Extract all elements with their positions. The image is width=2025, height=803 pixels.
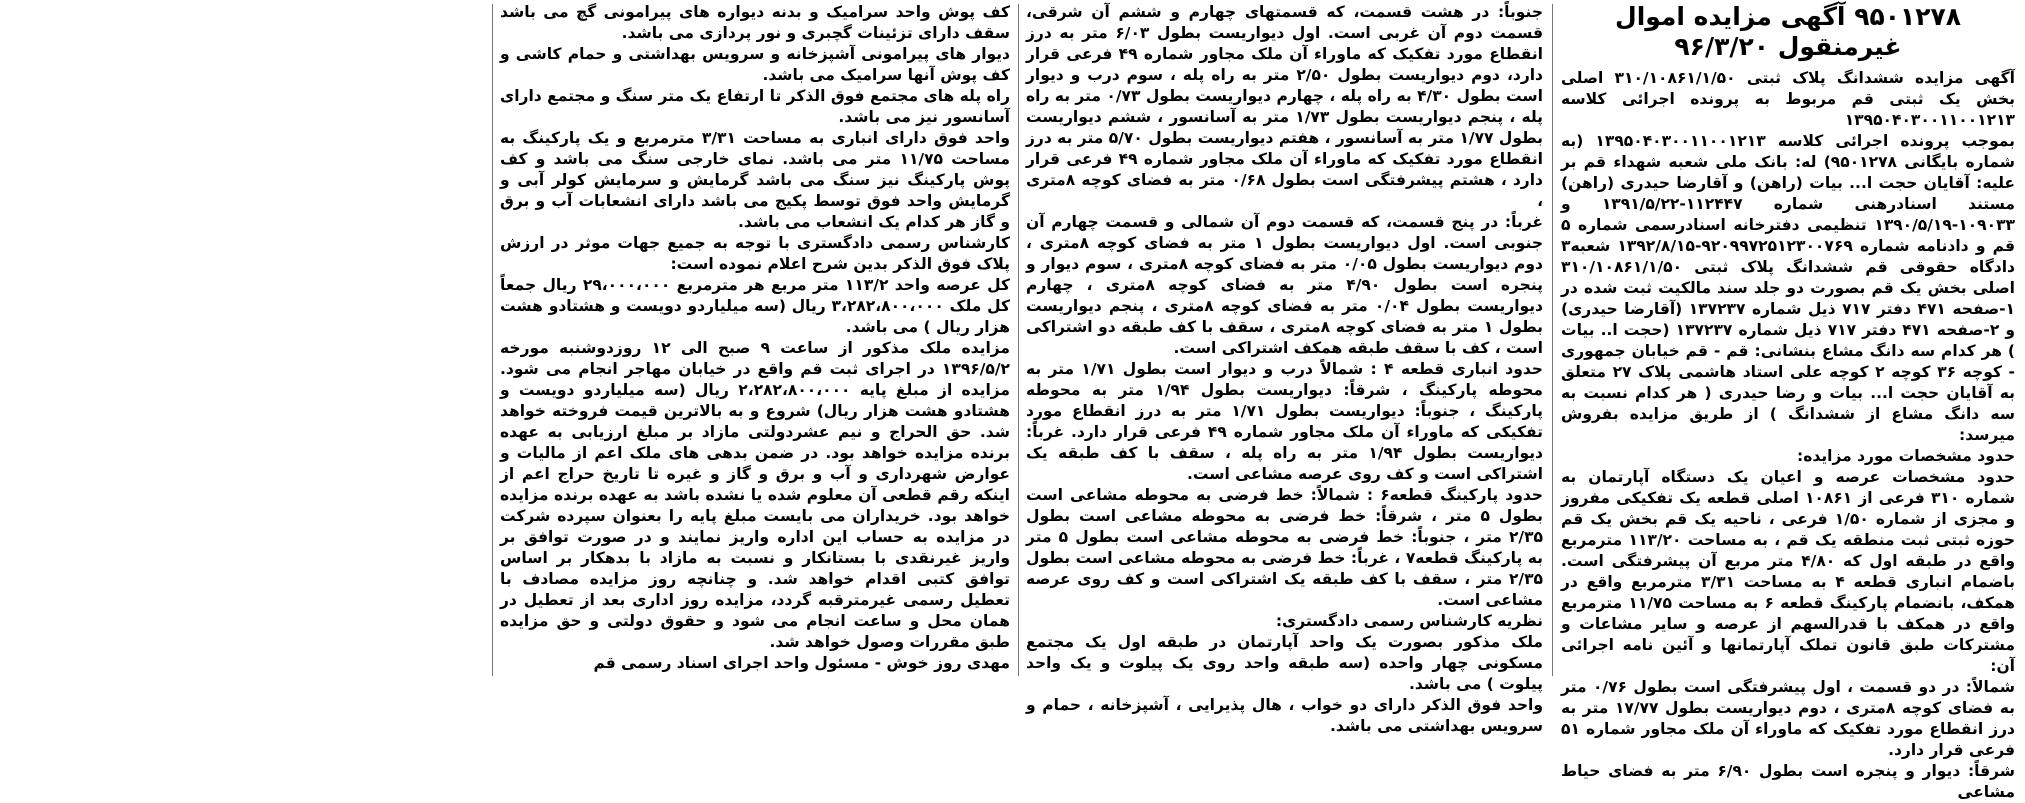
notice-paragraph: آگهی مزایده ششدانگ پلاک ثبتی ۳۱۰/۱۰۸۶۱/۱/۵۰ اصلی بخش یک ثبتی قم مربوط به پرونده اجرائی کلاسه ۱۳۹۵۰۴۰۳۰۰۱۱۰۰۱۲۱۳ xyxy=(1561,69,2015,129)
notice-column-2 xyxy=(1022,2,1547,735)
notice-paragraph: راه پله های مجتمع فوق الذکر تا ارتفاع یک متر سنگ و مجتمع دارای آسانسور نیز می باشد. xyxy=(500,87,1010,126)
notice-paragraph: حدود پارکینگ قطعه۶ : شمالاً: خط فرضی به محوطه مشاعی است بطول ۵ متر ، شرقاً: خط فرضی به محوطه مشاعی است بطول ۲/۳۵ متر ، جنوباً: خط فرضی به محوطه مشاعی است بطول ۵ متر به پارکینگ قطعه۷ ، غرباً: خط فرضی به محوطه مشاعی است بطول ۲/۳۵ متر ، سقف با کف طبقه یک اشتراکی است و کف روی عرصه مشاعی است. xyxy=(1026,486,1543,609)
notice-paragraph: حدود انباری قطعه ۴ : شمالاً درب و دیوار است بطول ۱/۷۱ متر به محوطه پارکینگ ، شرقاً: دیواریست بطول ۱/۹۴ متر به محوطه پارکینگ ، جنوباً: دیواریست بطول ۱/۷۱ متر به درز انقطاع مورد تفکیکی که ماوراء آن ملک مجاور شماره ۴۹ فرعی قرار دارد. غرباً: دیواریست بطول ۱/۹۴ متر به راه پله ، سقف با کف طبقه یک اشتراکی است و کف روی عرصه مشاعی است. xyxy=(1026,360,1544,483)
notice-paragraph: شمالاً: در دو قسمت ، اول پیشرفتگی است بطول ۰/۷۶ متر به فضای کوچه ۸متری ، دوم دیواریست بطول ۱۷/۷۷ متر به درز انقطاع مورد تفکیک که ماوراء آن ملک مجاور شماره ۵۱ فرعی قرار دارد. xyxy=(1561,678,2015,759)
notice-paragraph: واحد فوق دارای انباری به مساحت ۳/۳۱ مترمربع و یک پارکینگ به مساحت ۱۱/۷۵ متر می باشد. نمای خارجی سنگ می باشد و کف پوش پارکینگ نیز سنگ می باشد گرمایش و سرمایش کولر آبی و گرمایش واحد فوق توسط پکیج می باشد دارای انشعابات آب و برق و گاز هر کدام یک انشعاب می باشد. xyxy=(500,129,1011,231)
notice-paragraph: شرقاً: دیوار و پنجره است بطول ۶/۹۰ متر به فضای حیاط مشاعی xyxy=(1561,762,2015,801)
column-divider xyxy=(1018,4,1019,676)
notice-column-1 xyxy=(1557,2,2019,801)
notice-paragraph: جنوباً: در هشت قسمت، که قسمتهای چهارم و ششم آن شرقی، قسمت دوم آن غربی است. اول دیواریست بطول ۶/۰۳ متر به درز انقطاع مورد تفکیک که ماوراء آن ملک مجاور شماره ۴۹ فرعی قرار دارد، دوم دیواریست بطول ۲/۵۰ متر به راه پله ، سوم درب و دیوار است بطول ۴/۳۰ به راه پله ، چهارم دیواریست بطول ۰/۷۳ متر به راه پله ، پنجم دیواریست بطول ۱/۷۳ متر به آسانسور ، ششم دیواریست بطول ۱/۷۷ متر به آسانسور ، هفتم دیواریست بطول ۵/۷۰ متر به درز انقطاع مورد تفکیک که ماوراء آن ملک مجاور شماره ۴۹ فرعی قرار دارد ، هشتم پیشرفتگی است بطول ۰/۶۸ متر به فضای کوچه ۸متری ، xyxy=(1025,3,1544,210)
notice-paragraph: مزایده ملک مذکور از ساعت ۹ صبح الی ۱۲ روزدوشنبه مورخه ۱۳۹۶/۵/۲ در اجرای ثبت قم واقع در خیابان مهاجر انجام می شود. مزایده از مبلغ پایه ۲،۲۸۲،۸۰۰،۰۰۰ ریال (سه میلیاردو دویست و هشتادو هشت هزار ریال) شروع و به بالاترین قیمت فروخته خواهد شد. حق الحراج و نیم عشردولتی مازاد بر مبلغ ارزیابی به عهده برنده مزایده خواهد بود. در ضمن بدهی های ملک اعم از مالیات و عوارض شهرداری و آب و برق و گاز و غیره تا تاریخ حراج اعم از اینکه رقم قطعی آن معلوم شده یا نشده باشد به عهده برنده مزایده خواهد بود. خریداران می بایست مبلغ پایه را بعنوان سپرده شرکت در مزایده به حساب این اداره واریز نمایند و در صورت توافق بر واریز غیرنقدی با بستانکار و نسبت به مازاد با بدهکار بر اساس توافق کتبی اقدام خواهد شد. و چنانچه روز مزایده مصادف با تعطیل رسمی غیرمترقبه گردد، مزایده روز اداری بعد از تعطیل در همان محل و ساعت انجام می شود و حقوق دولتی و حق مزایده طبق مقررات وصول خواهد شد. xyxy=(500,339,1011,651)
notice-column-3 xyxy=(496,2,1014,678)
notice-column-4 xyxy=(6,2,488,678)
notice-paragraph: غرباً: در پنج قسمت، که قسمت دوم آن شمالی و قسمت چهارم آن جنوبی است. اول دیواریست بطول ۱ متر به فضای کوچه ۸متری ، دوم دیواریست بطول ۰/۰۵ متر به فضای کوچه ۸متری ، سوم دیوار و پنجره است بطول ۴/۹۰ متر به فضای کوچه ۸متری ، چهارم دیواریست بطول ۰/۰۴ متر به فضای کوچه ۸متری ، پنجم دیواریست بطول ۱ متر به فضای کوچه ۸متری ، سقف با کف طبقه دو اشتراکی است ، کف با سقف طبقه همکف اشتراکی است. xyxy=(1026,213,1544,357)
notice-paragraph: حدود مشخصات عرصه و اعیان یک دستگاه آپارتمان به شماره ۳۱۰ فرعی از ۱۰۸۶۱ اصلی قطعه یک تفکیکی مفروز و مجزی از شماره ۱/۵۰ فرعی ، ناحیه یک قم بخش یک قم حوزه ثبتی ثبت منطقه یک قم ، به مساحت ۱۱۳/۲۰ مترمربع واقع در طبقه اول که ۴/۸۰ متر مربع آن پیشرفتگی است. باضمام انباری قطعه ۴ به مساحت ۳/۳۱ مترمربع واقع در همکف، بانضمام پارکینگ قطعه ۶ به مساحت ۱۱/۷۵ مترمربع واقع در همکف با قدرالسهم از عرصه و سایر مشاعات و مشترکات طبق قانون تملک آپارتمانها و آئین نامه اجرائی آن: xyxy=(1561,468,2016,675)
notice-title: ۹۵۰۱۲۷۸ آگهی مزایده اموال غیرمنقول ۹۶/۳/۲۰ xyxy=(1615,2,1961,61)
notice-paragraph: کارشناس رسمی دادگستری با توجه به جمیع جهات موثر در ارزش پلاک فوق الذکر بدین شرح اعلام نموده است: xyxy=(500,234,1010,273)
notice-paragraph: نظریه کارشناس رسمی دادگستری: xyxy=(1275,612,1543,630)
notice-paragraph: بموجب پرونده اجرائی کلاسه ۱۳۹۵۰۴۰۳۰۰۱۱۰۰۱۲۱۳ (به شماره بایگانی ۹۵۰۱۲۷۸) له: بانک ملی شعبه شهداء قم بر علیه: آقایان حجت ا... بیات (راهن) و آقارضا حیدری (راهن) مستند اسنادرهنی شماره ۱۱۲۴۴۷-۱۳۹۱/۵/۲۲ و ۱۰۹۰۳۳-۱۳۹۰/۵/۱۹ تنظیمی دفترخانه اسنادرسمی شماره ۵ قم و دادنامه شماره ۹۲۰۹۹۷۲۵۱۲۳۰۰۷۶۹-۱۳۹۲/۸/۱۵ شعبه۳ دادگاه حقوقی قم ششدانگ پلاک ثبتی ۳۱۰/۱۰۸۶۱/۱/۵۰ اصلی بخش یک قم بصورت دو جلد سند مالکیت ثبت شده در ۱-صفحه ۴۷۱ دفتر ۷۱۷ ذیل شماره ۱۳۷۲۳۷ (آقارضا حیدری) و ۲-صفحه ۴۷۱ دفتر ۷۱۷ ذیل شماره ۱۳۷۲۳۷ (حجت ا.. بیات ) هر کدام سه دانگ مشاع بنشانی: قم - قم خیابان جمهوری - کوچه ۳۶ کوچه ۲ کوچه علی استاد هاشمی پلاک ۲۷ متعلق به آقایان حجت ا... بیات و رضا حیدری ( هر کدام نسبت به سه دانگ مشاع از ششدانگ ) از طریق مزایده بفروش میرسد: xyxy=(1561,132,2016,444)
notice-paragraph: کف پوش واحد سرامیک و بدنه دیواره های پیرامونی گچ می باشد سقف دارای تزئینات گچبری و نور پردازی می باشد. xyxy=(500,3,1010,42)
column-divider xyxy=(492,4,493,676)
column-divider xyxy=(1552,4,1553,676)
notice-paragraph: حدود مشخصات مورد مزایده: xyxy=(1797,447,2015,465)
notice-paragraph: کل عرصه واحد ۱۱۳/۲ متر مربع هر مترمربع ۲۹،۰۰۰،۰۰۰ ریال جمعاً کل ملک ۳،۲۸۲،۸۰۰،۰۰۰ ریال (سه میلیاردو دویست و هشتادو هشت هزار ریال ) می باشد. xyxy=(500,276,1011,336)
notice-paragraph: ملک مذکور بصورت یک واحد آپارتمان در طبقه اول یک مجتمع مسکونی چهار واحده (سه طبقه واحد روی یک پیلوت و یک واحد پیلوت ) می باشد. xyxy=(1026,633,1543,693)
notice-paragraph: دیوار های پیرامونی آشپزخانه و سرویس بهداشتی و حمام کاشی و کف پوش آنها سرامیک می باشد. xyxy=(500,45,1010,84)
notice-paragraph: واحد فوق الذکر دارای دو خواب ، هال پذیرایی ، آشپزخانه ، حمام و سرویس بهداشتی می باشد. xyxy=(1026,696,1543,735)
notice-signature: مهدی روز خوش - مسئول واحد اجرای اسناد رسمی قم xyxy=(593,654,1010,672)
